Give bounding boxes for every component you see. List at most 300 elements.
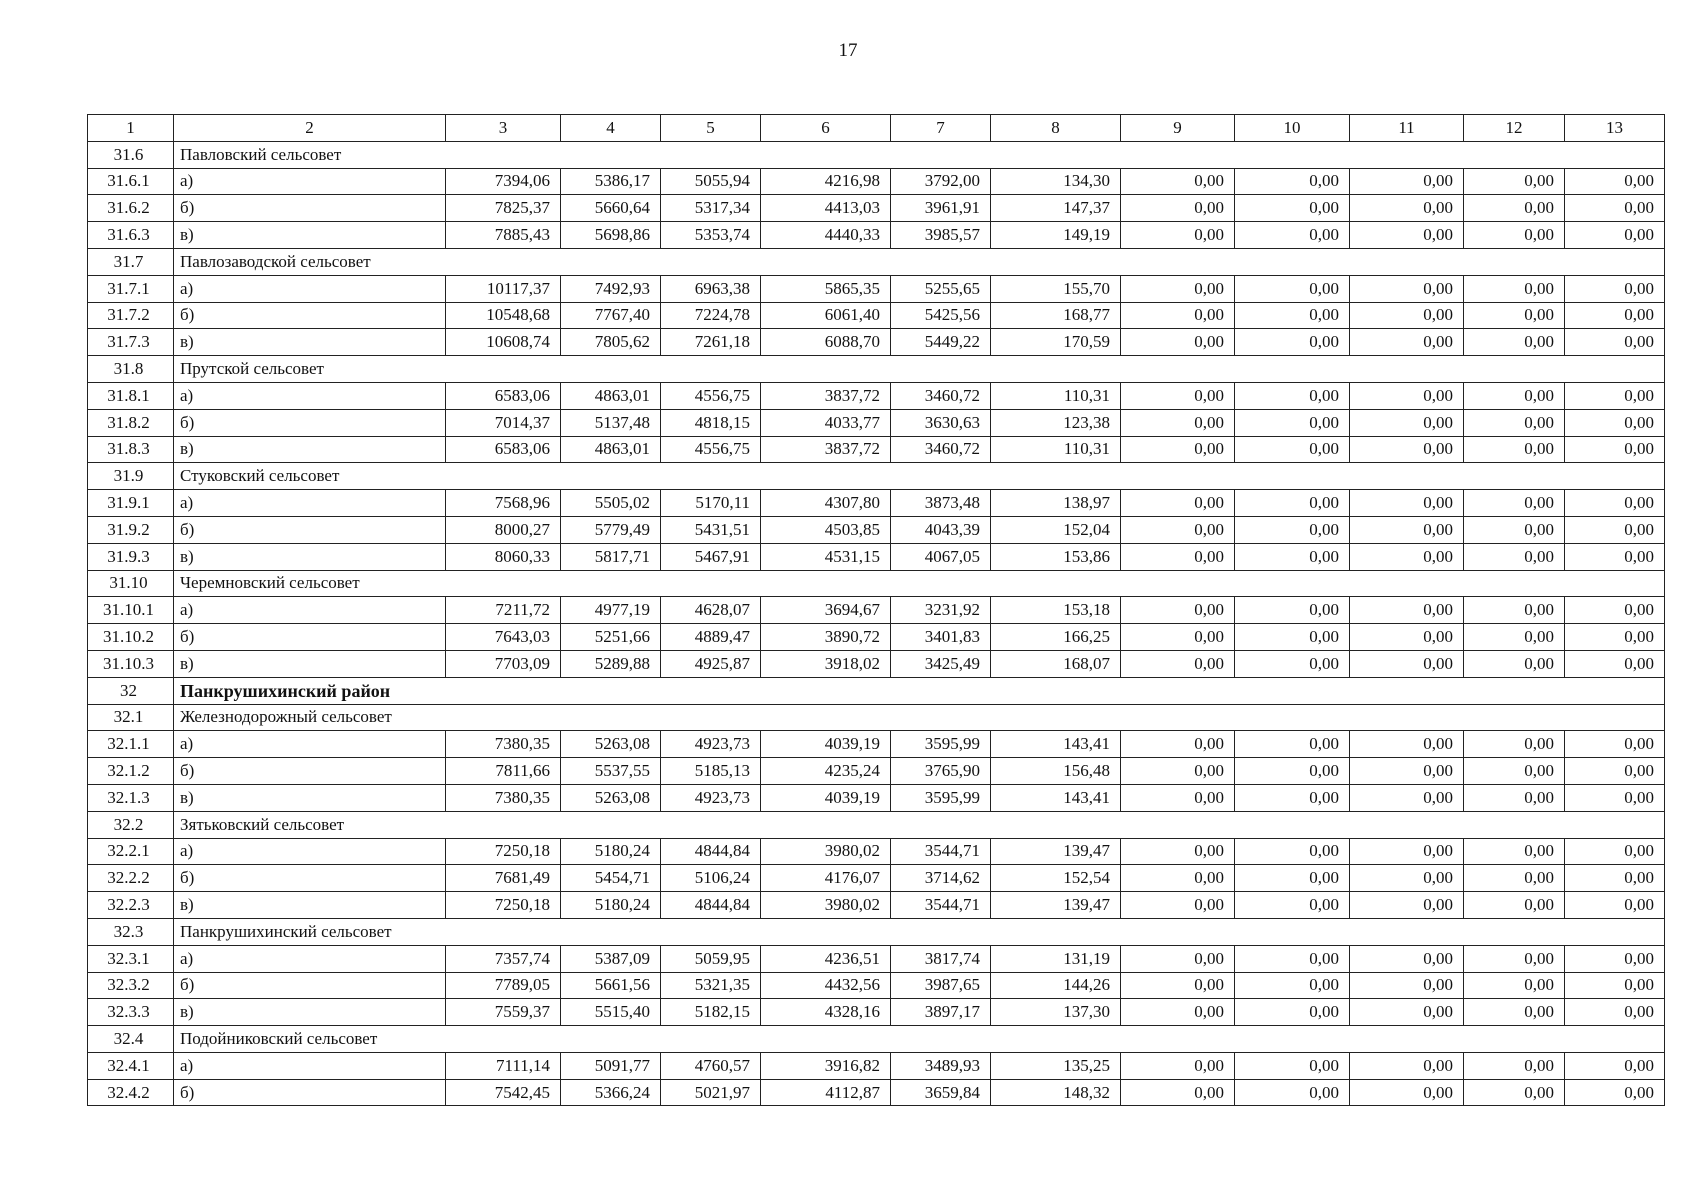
- section-row: [88, 463, 1665, 490]
- table-cell: 0,00: [1350, 168, 1464, 195]
- table-cell: 7224,78: [661, 302, 761, 329]
- table-cell: 4923,73: [661, 731, 761, 758]
- table-cell: 0,00: [1565, 865, 1665, 892]
- row-code: 31.8.1: [88, 382, 174, 409]
- table-cell: 0,00: [1350, 650, 1464, 677]
- table-cell: 10117,37: [446, 275, 561, 302]
- row-code: 32.2.3: [88, 892, 174, 919]
- table-cell: 3694,67: [761, 597, 891, 624]
- row-code: 31.9: [88, 463, 174, 490]
- table-cell: 148,32: [991, 1079, 1121, 1106]
- table-cell: 5661,56: [561, 972, 661, 999]
- row-label: а): [174, 168, 446, 195]
- row-code: 31.6.3: [88, 222, 174, 249]
- row-label: б): [174, 972, 446, 999]
- table-cell: 3980,02: [761, 892, 891, 919]
- table-cell: 0,00: [1464, 1052, 1565, 1079]
- row-code: 31.10: [88, 570, 174, 597]
- table-row: [88, 892, 1665, 919]
- table-cell: 0,00: [1350, 302, 1464, 329]
- table-cell: 3873,48: [891, 490, 991, 517]
- table-cell: 7542,45: [446, 1079, 561, 1106]
- column-header: 12: [1464, 115, 1565, 142]
- table-cell: 7703,09: [446, 650, 561, 677]
- table-row: [88, 222, 1665, 249]
- table-cell: 4628,07: [661, 597, 761, 624]
- section-row: [88, 248, 1665, 275]
- row-code: 32.2.2: [88, 865, 174, 892]
- section-row: [88, 141, 1665, 168]
- row-code: 31.9.1: [88, 490, 174, 517]
- table-cell: 0,00: [1235, 436, 1350, 463]
- column-header: 2: [174, 115, 446, 142]
- table-cell: 0,00: [1350, 784, 1464, 811]
- column-header: 7: [891, 115, 991, 142]
- row-label: в): [174, 784, 446, 811]
- table-cell: 7014,37: [446, 409, 561, 436]
- table-cell: 131,19: [991, 945, 1121, 972]
- section-row: [88, 570, 1665, 597]
- table-cell: 0,00: [1565, 838, 1665, 865]
- row-code: 31.10.2: [88, 624, 174, 651]
- table-cell: 3401,83: [891, 624, 991, 651]
- table-cell: 5289,88: [561, 650, 661, 677]
- table-cell: 0,00: [1464, 892, 1565, 919]
- table-cell: 0,00: [1464, 195, 1565, 222]
- row-label: в): [174, 436, 446, 463]
- table-cell: 5425,56: [891, 302, 991, 329]
- table-cell: 7825,37: [446, 195, 561, 222]
- table-cell: 0,00: [1464, 1079, 1565, 1106]
- table-cell: 6061,40: [761, 302, 891, 329]
- table-cell: 153,18: [991, 597, 1121, 624]
- table-cell: 3231,92: [891, 597, 991, 624]
- column-header: 11: [1350, 115, 1464, 142]
- table-cell: 0,00: [1235, 972, 1350, 999]
- table-cell: 144,26: [991, 972, 1121, 999]
- table-cell: 0,00: [1464, 650, 1565, 677]
- row-label: в): [174, 222, 446, 249]
- table-cell: 4216,98: [761, 168, 891, 195]
- row-label: а): [174, 597, 446, 624]
- table-cell: 0,00: [1464, 302, 1565, 329]
- table-cell: 6583,06: [446, 382, 561, 409]
- table-row: [88, 382, 1665, 409]
- table-cell: 0,00: [1235, 731, 1350, 758]
- table-cell: 0,00: [1235, 302, 1350, 329]
- table-cell: 4432,56: [761, 972, 891, 999]
- table-cell: 166,25: [991, 624, 1121, 651]
- table-cell: 4067,05: [891, 543, 991, 570]
- table-cell: 0,00: [1565, 329, 1665, 356]
- table-cell: 0,00: [1121, 382, 1235, 409]
- table-row: [88, 624, 1665, 651]
- table-cell: 139,47: [991, 838, 1121, 865]
- table-cell: 3659,84: [891, 1079, 991, 1106]
- table-cell: 0,00: [1121, 490, 1235, 517]
- table-cell: 3765,90: [891, 758, 991, 785]
- table-cell: 5263,08: [561, 784, 661, 811]
- row-label: б): [174, 409, 446, 436]
- table-row: [88, 1052, 1665, 1079]
- table-cell: 0,00: [1235, 1052, 1350, 1079]
- table-cell: 10548,68: [446, 302, 561, 329]
- table-cell: 0,00: [1464, 784, 1565, 811]
- table-cell: 110,31: [991, 382, 1121, 409]
- table-row: [88, 195, 1665, 222]
- table-cell: 4440,33: [761, 222, 891, 249]
- row-label: а): [174, 275, 446, 302]
- table-cell: 0,00: [1565, 758, 1665, 785]
- table-cell: 5317,34: [661, 195, 761, 222]
- table-cell: 153,86: [991, 543, 1121, 570]
- table-cell: 6963,38: [661, 275, 761, 302]
- table-cell: 4039,19: [761, 784, 891, 811]
- row-label: б): [174, 758, 446, 785]
- column-header: 6: [761, 115, 891, 142]
- row-code: 31.7.1: [88, 275, 174, 302]
- table-cell: 0,00: [1350, 731, 1464, 758]
- row-code: 32.3.1: [88, 945, 174, 972]
- table-cell: 0,00: [1121, 784, 1235, 811]
- table-cell: 7643,03: [446, 624, 561, 651]
- table-cell: 4863,01: [561, 382, 661, 409]
- column-header: 4: [561, 115, 661, 142]
- table-cell: 0,00: [1464, 999, 1565, 1026]
- row-code: 31.6.2: [88, 195, 174, 222]
- table-cell: 7811,66: [446, 758, 561, 785]
- table-cell: 0,00: [1121, 597, 1235, 624]
- table-cell: 0,00: [1235, 784, 1350, 811]
- table-cell: 4503,85: [761, 516, 891, 543]
- table-cell: 0,00: [1350, 999, 1464, 1026]
- table-row: [88, 302, 1665, 329]
- table-cell: 7261,18: [661, 329, 761, 356]
- row-code: 31.9.2: [88, 516, 174, 543]
- table-cell: 0,00: [1350, 329, 1464, 356]
- table-cell: 4235,24: [761, 758, 891, 785]
- table-cell: 4043,39: [891, 516, 991, 543]
- section-row: [88, 811, 1665, 838]
- row-label: б): [174, 624, 446, 651]
- table-cell: 7211,72: [446, 597, 561, 624]
- row-code: 31.7: [88, 248, 174, 275]
- table-cell: 0,00: [1350, 436, 1464, 463]
- table-cell: 0,00: [1565, 516, 1665, 543]
- table-cell: 0,00: [1350, 758, 1464, 785]
- row-label: а): [174, 1052, 446, 1079]
- table-cell: 0,00: [1464, 838, 1565, 865]
- table-cell: 4531,15: [761, 543, 891, 570]
- table-cell: 138,97: [991, 490, 1121, 517]
- table-cell: 0,00: [1565, 999, 1665, 1026]
- table-cell: 0,00: [1121, 543, 1235, 570]
- table-cell: 7885,43: [446, 222, 561, 249]
- table-cell: 4307,80: [761, 490, 891, 517]
- section-name: Подойниковский сельсовет: [174, 1026, 1665, 1053]
- table-row: [88, 784, 1665, 811]
- table-cell: 0,00: [1350, 838, 1464, 865]
- row-code: 32.4.2: [88, 1079, 174, 1106]
- table-cell: 0,00: [1565, 1079, 1665, 1106]
- row-code: 31.7.3: [88, 329, 174, 356]
- table-cell: 0,00: [1235, 168, 1350, 195]
- table-cell: 0,00: [1235, 624, 1350, 651]
- table-cell: 0,00: [1350, 624, 1464, 651]
- table-cell: 0,00: [1121, 945, 1235, 972]
- table-cell: 5366,24: [561, 1079, 661, 1106]
- row-label: в): [174, 329, 446, 356]
- row-code: 32.1.3: [88, 784, 174, 811]
- table-cell: 0,00: [1235, 543, 1350, 570]
- row-code: 32.3: [88, 918, 174, 945]
- table-cell: 3544,71: [891, 838, 991, 865]
- table-cell: 0,00: [1565, 490, 1665, 517]
- table-cell: 5059,95: [661, 945, 761, 972]
- table-cell: 0,00: [1464, 490, 1565, 517]
- table-row: [88, 436, 1665, 463]
- table-cell: 0,00: [1464, 275, 1565, 302]
- table-row: [88, 168, 1665, 195]
- table-cell: 10608,74: [446, 329, 561, 356]
- table-cell: 0,00: [1121, 865, 1235, 892]
- table-cell: 110,31: [991, 436, 1121, 463]
- table-cell: 4844,84: [661, 838, 761, 865]
- table-cell: 4039,19: [761, 731, 891, 758]
- table-cell: 0,00: [1121, 731, 1235, 758]
- row-label: б): [174, 195, 446, 222]
- section-name: Павлозаводской сельсовет: [174, 248, 1665, 275]
- table-cell: 3985,57: [891, 222, 991, 249]
- table-cell: 3460,72: [891, 382, 991, 409]
- table-cell: 0,00: [1350, 409, 1464, 436]
- table-cell: 7250,18: [446, 892, 561, 919]
- row-label: б): [174, 1079, 446, 1106]
- table-row: [88, 731, 1665, 758]
- section-name: Зятьковский сельсовет: [174, 811, 1665, 838]
- table-cell: 0,00: [1350, 892, 1464, 919]
- table-cell: 5263,08: [561, 731, 661, 758]
- table-cell: 5170,11: [661, 490, 761, 517]
- table-cell: 0,00: [1121, 892, 1235, 919]
- table-cell: 3630,63: [891, 409, 991, 436]
- row-code: 31.8: [88, 356, 174, 383]
- table-cell: 0,00: [1464, 436, 1565, 463]
- table-cell: 5537,55: [561, 758, 661, 785]
- table-cell: 0,00: [1235, 945, 1350, 972]
- table-cell: 0,00: [1121, 624, 1235, 651]
- table-cell: 3489,93: [891, 1052, 991, 1079]
- row-code: 31.7.2: [88, 302, 174, 329]
- table-cell: 0,00: [1121, 650, 1235, 677]
- table-body: [88, 141, 1665, 1106]
- table-row: [88, 597, 1665, 624]
- table-cell: 5698,86: [561, 222, 661, 249]
- table-cell: 4844,84: [661, 892, 761, 919]
- row-label: б): [174, 516, 446, 543]
- table-cell: 0,00: [1121, 329, 1235, 356]
- table-cell: 4925,87: [661, 650, 761, 677]
- table-cell: 0,00: [1350, 382, 1464, 409]
- section-row: [88, 704, 1665, 731]
- table-cell: 0,00: [1350, 597, 1464, 624]
- table-cell: 4413,03: [761, 195, 891, 222]
- table-cell: 0,00: [1235, 650, 1350, 677]
- row-code: 32.4: [88, 1026, 174, 1053]
- table-cell: 0,00: [1235, 329, 1350, 356]
- table-cell: 7492,93: [561, 275, 661, 302]
- table-cell: 0,00: [1235, 382, 1350, 409]
- table-cell: 0,00: [1121, 972, 1235, 999]
- table-row: [88, 999, 1665, 1026]
- table-cell: 4236,51: [761, 945, 891, 972]
- table-cell: 0,00: [1565, 302, 1665, 329]
- table-cell: 0,00: [1235, 409, 1350, 436]
- table-cell: 3837,72: [761, 436, 891, 463]
- section-row: [88, 1026, 1665, 1053]
- table-cell: 0,00: [1121, 1052, 1235, 1079]
- district-row: [88, 677, 1665, 704]
- table-cell: 152,04: [991, 516, 1121, 543]
- section-name: Стуковский сельсовет: [174, 463, 1665, 490]
- row-code: 31.9.3: [88, 543, 174, 570]
- table-cell: 4033,77: [761, 409, 891, 436]
- section-name: Панкрушихинский сельсовет: [174, 918, 1665, 945]
- table-cell: 0,00: [1235, 758, 1350, 785]
- table-row: [88, 409, 1665, 436]
- table-cell: 0,00: [1121, 516, 1235, 543]
- row-code: 32.1.1: [88, 731, 174, 758]
- table-cell: 0,00: [1464, 972, 1565, 999]
- table-cell: 3961,91: [891, 195, 991, 222]
- table-cell: 7767,40: [561, 302, 661, 329]
- table-cell: 0,00: [1121, 436, 1235, 463]
- table-cell: 5055,94: [661, 168, 761, 195]
- section-name: Павловский сельсовет: [174, 141, 1665, 168]
- column-header: 8: [991, 115, 1121, 142]
- table-cell: 0,00: [1350, 275, 1464, 302]
- table-cell: 156,48: [991, 758, 1121, 785]
- row-code: 32.1.2: [88, 758, 174, 785]
- table-cell: 123,38: [991, 409, 1121, 436]
- tariff-table: [87, 114, 1665, 1106]
- row-label: в): [174, 999, 446, 1026]
- table-cell: 6088,70: [761, 329, 891, 356]
- row-label: б): [174, 302, 446, 329]
- table-cell: 5865,35: [761, 275, 891, 302]
- row-code: 32.2: [88, 811, 174, 838]
- table-cell: 3792,00: [891, 168, 991, 195]
- table-cell: 7380,35: [446, 784, 561, 811]
- table-cell: 7681,49: [446, 865, 561, 892]
- column-header: 5: [661, 115, 761, 142]
- table-cell: 0,00: [1565, 624, 1665, 651]
- table-cell: 7111,14: [446, 1052, 561, 1079]
- table-cell: 7250,18: [446, 838, 561, 865]
- table-cell: 3890,72: [761, 624, 891, 651]
- table-row: [88, 543, 1665, 570]
- row-code: 31.8.2: [88, 409, 174, 436]
- table-row: [88, 490, 1665, 517]
- table-cell: 5251,66: [561, 624, 661, 651]
- table-cell: 0,00: [1350, 1052, 1464, 1079]
- table-cell: 4889,47: [661, 624, 761, 651]
- table-row: [88, 516, 1665, 543]
- row-label: в): [174, 650, 446, 677]
- table-cell: 0,00: [1464, 945, 1565, 972]
- table-cell: 4863,01: [561, 436, 661, 463]
- table-cell: 0,00: [1235, 999, 1350, 1026]
- table-cell: 5454,71: [561, 865, 661, 892]
- table-cell: 168,07: [991, 650, 1121, 677]
- row-label: а): [174, 731, 446, 758]
- table-cell: 5185,13: [661, 758, 761, 785]
- row-label: а): [174, 490, 446, 517]
- table-cell: 0,00: [1565, 382, 1665, 409]
- table-cell: 4176,07: [761, 865, 891, 892]
- table-cell: 0,00: [1350, 1079, 1464, 1106]
- table-cell: 5467,91: [661, 543, 761, 570]
- table-cell: 0,00: [1350, 195, 1464, 222]
- table-cell: 3425,49: [891, 650, 991, 677]
- row-label: в): [174, 543, 446, 570]
- table-cell: 137,30: [991, 999, 1121, 1026]
- column-header: 3: [446, 115, 561, 142]
- table-cell: 0,00: [1464, 865, 1565, 892]
- table-cell: 5817,71: [561, 543, 661, 570]
- table-cell: 5505,02: [561, 490, 661, 517]
- table-cell: 4818,15: [661, 409, 761, 436]
- table-cell: 0,00: [1565, 168, 1665, 195]
- table-cell: 3980,02: [761, 838, 891, 865]
- row-label: б): [174, 865, 446, 892]
- table-cell: 139,47: [991, 892, 1121, 919]
- table-row: [88, 865, 1665, 892]
- table-cell: 0,00: [1121, 409, 1235, 436]
- table-cell: 134,30: [991, 168, 1121, 195]
- table-cell: 5180,24: [561, 892, 661, 919]
- table-cell: 5779,49: [561, 516, 661, 543]
- page-number: 17: [838, 40, 858, 61]
- row-code: 31.10.1: [88, 597, 174, 624]
- table-cell: 3460,72: [891, 436, 991, 463]
- table-cell: 0,00: [1235, 865, 1350, 892]
- table-cell: 0,00: [1121, 999, 1235, 1026]
- row-code: 31.6: [88, 141, 174, 168]
- table-cell: 4760,57: [661, 1052, 761, 1079]
- table-cell: 3544,71: [891, 892, 991, 919]
- table-row: [88, 275, 1665, 302]
- table-cell: 0,00: [1235, 1079, 1350, 1106]
- table-cell: 7394,06: [446, 168, 561, 195]
- table-cell: 0,00: [1350, 972, 1464, 999]
- row-code: 31.10.3: [88, 650, 174, 677]
- table-cell: 0,00: [1565, 409, 1665, 436]
- table-cell: 4112,87: [761, 1079, 891, 1106]
- table-cell: 0,00: [1565, 731, 1665, 758]
- row-code: 32: [88, 677, 174, 704]
- table-cell: 168,77: [991, 302, 1121, 329]
- column-header: 1: [88, 115, 174, 142]
- table-cell: 0,00: [1565, 436, 1665, 463]
- table-cell: 7805,62: [561, 329, 661, 356]
- table-cell: 0,00: [1121, 1079, 1235, 1106]
- table-cell: 147,37: [991, 195, 1121, 222]
- table-cell: 3595,99: [891, 784, 991, 811]
- table-row: [88, 329, 1665, 356]
- table-cell: 0,00: [1350, 865, 1464, 892]
- section-name: Железнодорожный сельсовет: [174, 704, 1665, 731]
